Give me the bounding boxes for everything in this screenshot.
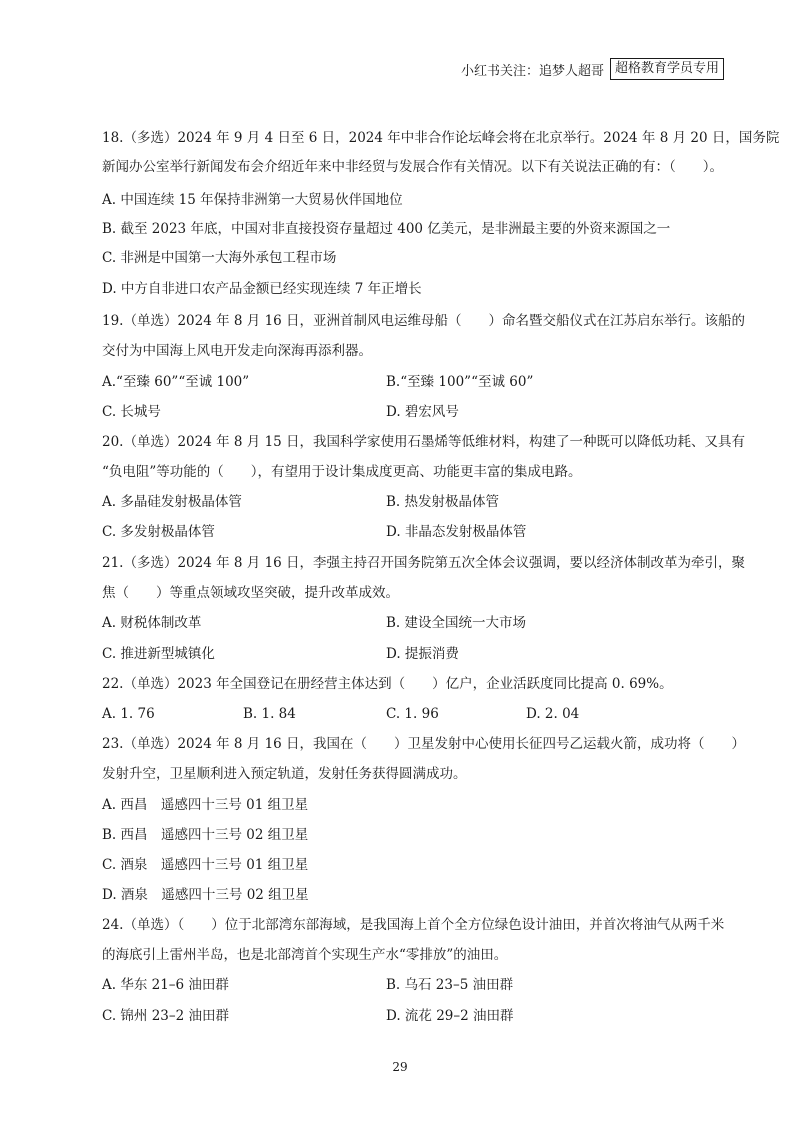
question-24-stem-line-1: 24.（单选）（ ）位于北部湾东部海域，是我国海上首个全方位绿色设计油田，并首次将油气从两千米	[102, 917, 725, 933]
question-19-stem-line-2: 交付为中国海上风电开发走向深海再添利器。	[102, 343, 372, 359]
question-24-stem-line-2: 的海底引上雷州半岛，也是北部湾首个实现生产水“零排放”的油田。	[102, 947, 508, 963]
question-23-stem-line-2: 发射升空，卫星顺利进入预定轨道，发射任务获得圆满成功。	[102, 766, 467, 782]
question-23-stem-line-1: 23.（单选）2024 年 8 月 16 日，我国在（ ）卫星发射中心使用长征四号乙运载火箭，成功将（ ）	[102, 736, 746, 752]
question-18-option-b: B. 截至 2023 年底，中国对非直接投资存量超过 400 亿美元，是非洲最主要的外资来源国之一	[102, 221, 671, 237]
question-18-option-c: C. 非洲是中国第一大海外承包工程市场	[102, 250, 337, 266]
question-18-stem-line-1: 18.（多选）2024 年 9 月 4 日至 6 日，2024 年中非合作论坛峰会将在北京举行。2024 年 8 月 20 日，国务院	[102, 130, 780, 146]
question-24-option-b: B. 乌石 23–5 油田群	[386, 977, 514, 993]
question-20-option-a: A. 多晶硅发射极晶体管	[102, 494, 242, 510]
question-21-option-d: D. 提振消费	[386, 646, 459, 662]
question-24-option-a: A. 华东 21–6 油田群	[102, 977, 229, 993]
question-21-stem-line-1: 21.（多选）2024 年 8 月 16 日，李强主持召开国务院第五次全体会议强调，要以经济体制改革为牵引，聚	[102, 555, 746, 571]
question-19-option-d: D. 碧宏风号	[386, 404, 459, 420]
question-23-option-c: C. 酒泉 遥感四十三号 01 组卫星	[102, 857, 309, 873]
question-24-option-d: D. 流花 29–2 油田群	[386, 1008, 514, 1024]
question-22-option-c: C. 1. 96	[386, 706, 439, 722]
page-number: 29	[392, 1060, 408, 1074]
question-20-option-d: D. 非晶态发射极晶体管	[386, 524, 527, 540]
question-19-option-a: A.“至臻 60”“至诚 100”	[102, 374, 250, 390]
question-21-stem-line-2: 焦（ ）等重点领域攻坚突破，提升改革成效。	[102, 585, 399, 601]
question-20-option-c: C. 多发射极晶体管	[102, 524, 215, 540]
question-21-option-a: A. 财税体制改革	[102, 615, 202, 631]
question-19-stem-line-1: 19.（单选）2024 年 8 月 16 日，亚洲首制风电运维母船（ ）命名暨交船仪式在江苏启东举行。该船的	[102, 313, 746, 329]
question-19-option-c: C. 长城号	[102, 404, 161, 420]
question-21-option-b: B. 建设全国统一大市场	[386, 615, 527, 631]
question-24-option-c: C. 锦州 23–2 油田群	[102, 1008, 230, 1024]
question-20-option-b: B. 热发射极晶体管	[386, 494, 500, 510]
question-20-stem-line-2: “负电阻”等功能的（ ），有望用于设计集成度更高、功能更丰富的集成电路。	[102, 464, 582, 480]
question-18-stem-line-2: 新闻办公室举行新闻发布会介绍近年来中非经贸与发展合作有关情况。以下有关说法正确的有：（ ）。	[102, 159, 723, 175]
question-22-option-d: D. 2. 04	[526, 706, 580, 722]
question-23-option-d: D. 酒泉 遥感四十三号 02 组卫星	[102, 887, 309, 903]
question-20-stem-line-1: 20.（单选）2024 年 8 月 15 日，我国科学家使用石墨烯等低维材料，构建了一种既可以降低功耗、又具有	[102, 434, 746, 450]
follow-text: 小红书关注：追梦人超哥	[460, 63, 604, 79]
question-21-option-c: C. 推进新型城镇化	[102, 646, 215, 662]
exclusive-badge: 超格教育学员专用	[610, 58, 724, 80]
question-22-stem-line-1: 22.（单选）2023 年全国登记在册经营主体达到（ ）亿户，企业活跃度同比提高 0. 69%。	[102, 676, 673, 692]
question-23-option-a: A. 西昌 遥感四十三号 01 组卫星	[102, 797, 309, 813]
question-18-option-d: D. 中方自非进口农产品金额已经实现连续 7 年正增长	[102, 281, 422, 297]
question-18-option-a: A. 中国连续 15 年保持非洲第一大贸易伙伴国地位	[102, 192, 403, 208]
question-22-option-a: A. 1. 76	[102, 706, 155, 722]
question-22-option-b: B. 1. 84	[243, 706, 296, 722]
page-header	[461, 58, 724, 80]
question-19-option-b: B.“至臻 100”“至诚 60”	[386, 374, 534, 390]
question-23-option-b: B. 西昌 遥感四十三号 02 组卫星	[102, 827, 309, 843]
